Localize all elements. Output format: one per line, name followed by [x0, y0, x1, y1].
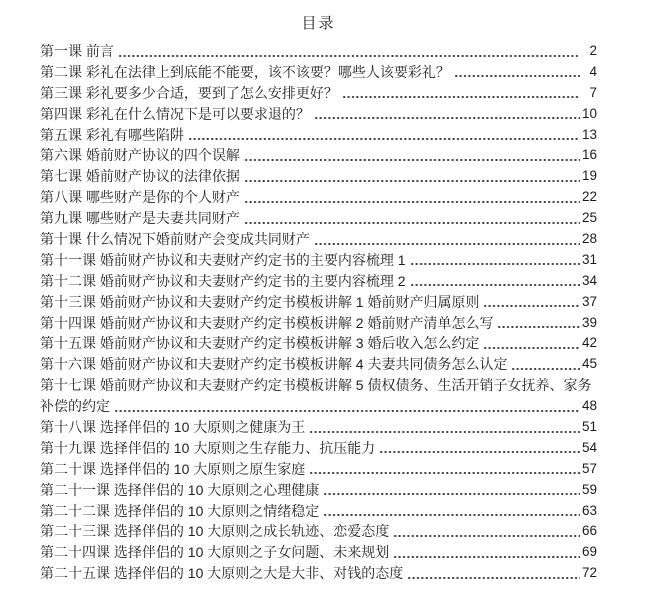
toc-entry[interactable]	[40, 271, 597, 292]
toc-entry[interactable]	[40, 396, 597, 417]
dot-leader	[454, 62, 580, 83]
dot-leader	[244, 166, 580, 187]
toc-entry-page: 2	[589, 43, 597, 58]
toc-entry-label: 第八课 哪些财产是你的个人财产	[40, 189, 240, 206]
toc-entry-page: 10	[581, 105, 597, 121]
dot-leader	[483, 292, 580, 313]
toc-entry-label: 第十二课 婚前财产协议和夫妻财产约定书的主要内容梳理 2	[40, 272, 406, 289]
toc-entry-page: 69	[581, 544, 597, 560]
dot-leader	[410, 250, 580, 271]
dot-leader	[314, 229, 580, 250]
dot-leader	[244, 187, 580, 208]
toc-entry-page: 57	[581, 460, 597, 476]
toc-entry-page: 45	[581, 356, 597, 372]
toc-entry[interactable]	[40, 375, 597, 396]
toc-entry-page: 4	[589, 63, 597, 79]
dot-leader	[342, 83, 580, 104]
toc-entry[interactable]	[40, 313, 597, 334]
toc-entry[interactable]	[40, 41, 597, 62]
toc-entry-label: 第四课 彩礼在什么情况下是可以要求退的？	[40, 105, 310, 122]
dot-leader	[483, 333, 580, 354]
dot-leader	[244, 145, 580, 166]
toc-entry-page: 34	[581, 272, 597, 288]
toc-entry-page: 7	[589, 84, 597, 100]
toc-entry-label: 第十课 什么情况下婚前财产会变成共同财产	[40, 231, 310, 248]
toc-entry-label: 第十三课 婚前财产协议和夫妻财产约定书模板讲解 1 婚前财产归属原则	[40, 293, 480, 310]
toc-entry-page: 63	[581, 502, 597, 518]
toc-entry[interactable]	[40, 187, 597, 208]
toc-entry-page: 72	[581, 565, 597, 581]
toc-entry-page: 54	[581, 439, 597, 455]
toc-entry[interactable]	[40, 166, 597, 187]
toc-entry-label: 第二十二课 选择伴侣的 10 大原则之情绪稳定	[40, 502, 320, 519]
toc-entry-page: 25	[581, 210, 597, 226]
dot-leader	[511, 354, 580, 375]
toc-entry[interactable]	[40, 521, 597, 542]
toc-entry[interactable]	[40, 104, 597, 125]
toc-entry-page: 31	[581, 251, 597, 267]
dot-leader	[410, 271, 580, 292]
toc-entry-page: 22	[581, 189, 597, 205]
toc-entry-page: 66	[581, 523, 597, 539]
toc-entry-page: 48	[581, 398, 597, 414]
toc-entry[interactable]	[40, 354, 597, 375]
dot-leader	[314, 104, 580, 125]
toc-entry-label: 第九课 哪些财产是夫妻共同财产	[40, 210, 240, 227]
dot-leader	[323, 480, 580, 501]
toc-entry[interactable]	[40, 83, 597, 104]
toc-entry-page: 19	[581, 168, 597, 184]
toc-entry[interactable]	[40, 417, 597, 438]
toc-entry[interactable]	[40, 501, 597, 522]
dot-leader	[407, 563, 580, 584]
toc-entry-label: 第十八课 选择伴侣的 10 大原则之健康为王	[40, 419, 306, 436]
dot-leader	[393, 542, 580, 563]
toc-entry-page: 37	[581, 293, 597, 309]
toc-entry-label: 第二十一课 选择伴侣的 10 大原则之心理健康	[40, 481, 320, 498]
dot-leader	[393, 521, 580, 542]
toc-entry-label: 第二十三课 选择伴侣的 10 大原则之成长轨迹、恋爱态度	[40, 523, 390, 540]
toc-entry[interactable]	[40, 250, 597, 271]
dot-leader	[244, 208, 580, 229]
toc-entry[interactable]	[40, 333, 597, 354]
toc-entry-label: 第六课 婚前财产协议的四个误解	[40, 147, 240, 164]
toc-entry-page: 28	[581, 231, 597, 247]
toc-entry-label: 第一课 前言	[40, 43, 114, 59]
dot-leader	[309, 459, 580, 480]
page-title: 目录	[301, 15, 336, 32]
toc-entry-page: 13	[581, 126, 597, 142]
toc-entries	[40, 41, 597, 584]
dot-leader	[114, 396, 580, 417]
toc-entry-label: 第二十四课 选择伴侣的 10 大原则之子女问题、未来规划	[40, 544, 390, 561]
toc-entry[interactable]	[40, 208, 597, 229]
toc-entry[interactable]	[40, 125, 597, 146]
toc-entry[interactable]	[40, 563, 597, 584]
toc-entry-label: 第十一课 婚前财产协议和夫妻财产约定书的主要内容梳理 1	[40, 251, 406, 268]
toc-entry-label: 第十七课 婚前财产协议和夫妻财产约定书模板讲解 5 债权债务、生活开销子女抚养、家务	[40, 377, 592, 394]
toc-entry-page: 51	[581, 419, 597, 435]
toc-entry[interactable]	[40, 480, 597, 501]
toc-entry-label: 第十九课 选择伴侣的 10 大原则之生存能力、抗压能力	[40, 439, 376, 456]
toc-entry[interactable]	[40, 229, 597, 250]
toc-entry-label: 第二十五课 选择伴侣的 10 大原则之大是大非、对钱的态度	[40, 565, 404, 582]
toc-entry-page: 59	[581, 481, 597, 497]
toc-entry-label: 第二课 彩礼在法律上到底能不能要，该不该要？哪些人该要彩礼？	[40, 63, 450, 80]
toc-entry[interactable]	[40, 145, 597, 166]
toc-entry-label: 第三课 彩礼要多少合适，要到了怎么安排更好？	[40, 84, 338, 101]
toc-entry-label: 第十五课 婚前财产协议和夫妻财产约定书模板讲解 3 婚后收入怎么约定	[40, 335, 480, 352]
toc-entry-label: 第五课 彩礼有哪些陷阱	[40, 126, 184, 143]
toc-entry-page: 39	[581, 314, 597, 330]
toc-entry[interactable]	[40, 292, 597, 313]
toc-entry-label: 第七课 婚前财产协议的法律依据	[40, 168, 240, 185]
toc-entry[interactable]	[40, 62, 597, 83]
toc-entry[interactable]	[40, 459, 597, 480]
dot-leader	[188, 125, 580, 146]
toc-entry-label: 第十四课 婚前财产协议和夫妻财产约定书模板讲解 2 婚前财产清单怎么写	[40, 314, 494, 331]
dot-leader	[323, 501, 580, 522]
toc-entry-page: 42	[581, 335, 597, 351]
toc-entry-page: 16	[581, 147, 597, 163]
toc-entry-label: 补偿的约定	[40, 398, 110, 415]
dot-leader	[309, 417, 580, 438]
dot-leader	[379, 438, 580, 459]
toc-entry[interactable]	[40, 542, 597, 563]
dot-leader	[497, 313, 580, 334]
toc-entry-label: 第十六课 婚前财产协议和夫妻财产约定书模板讲解 4 夫妻共同债务怎么认定	[40, 356, 508, 373]
toc-entry-label: 第二十课 选择伴侣的 10 大原则之原生家庭	[40, 460, 306, 477]
toc-entry[interactable]	[40, 438, 597, 459]
dot-leader	[118, 41, 580, 62]
